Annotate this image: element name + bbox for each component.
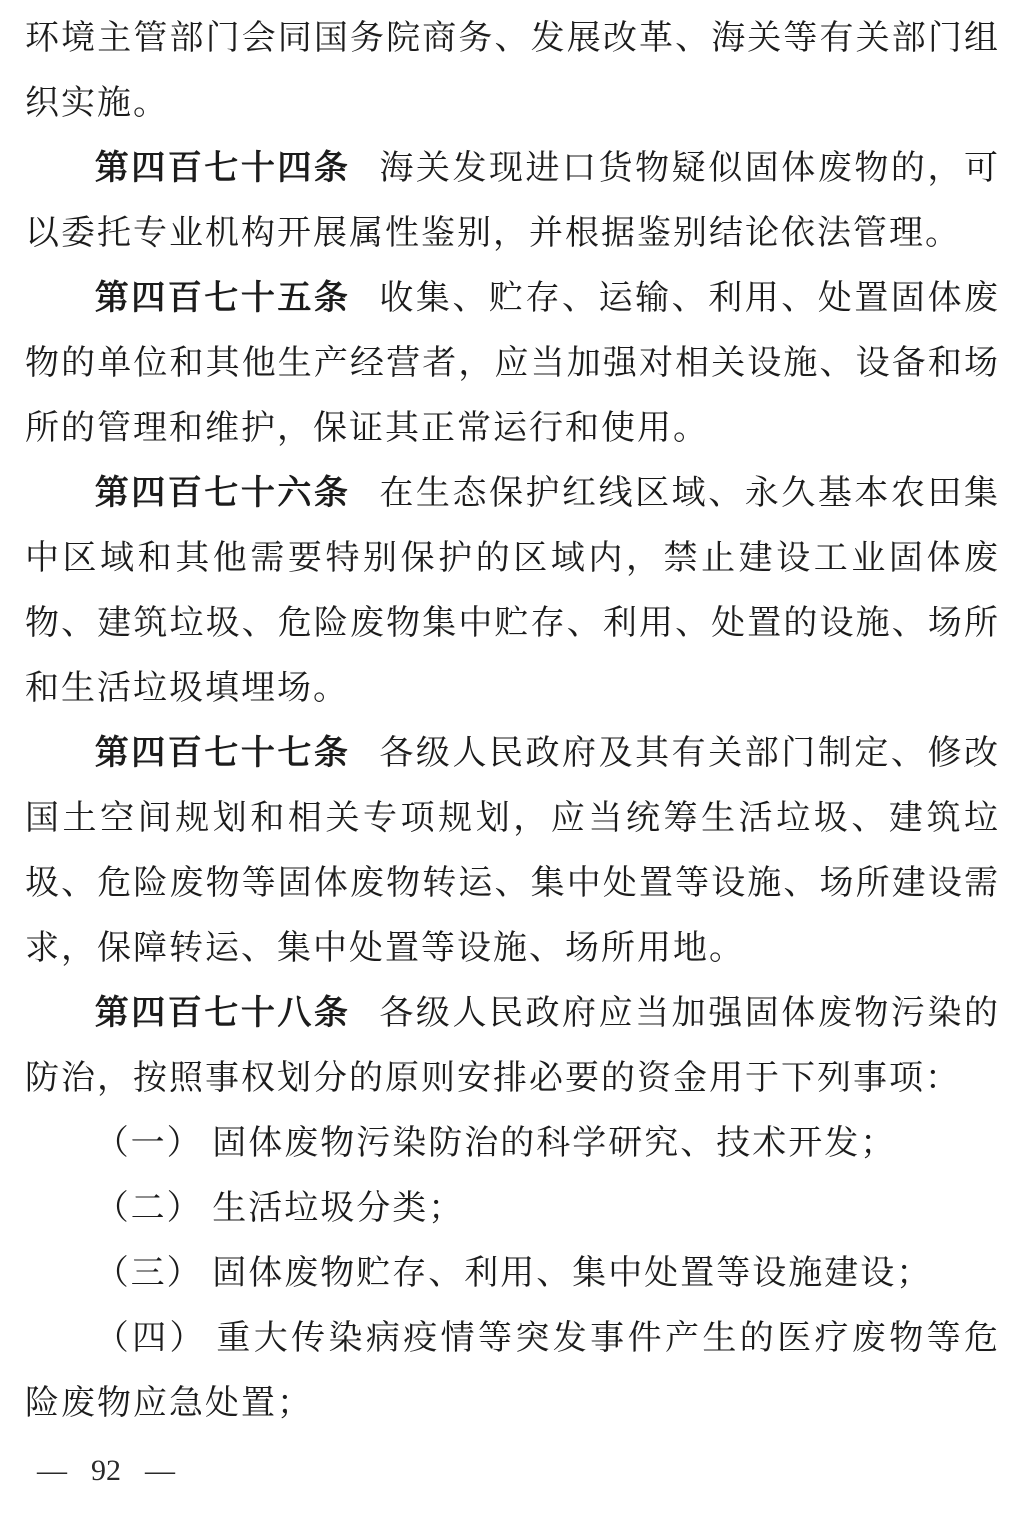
list-item-1 [25, 1111, 1000, 1176]
article-paragraph-475 [25, 266, 1000, 461]
item-text: 生活垃圾分类； [212, 1190, 465, 1227]
page-footer [37, 1454, 1000, 1488]
article-text: 海关发现进口货物疑似固体废物的，可以委托专业机构开展属性鉴别，并根据鉴别结论依法管理。 [25, 150, 1000, 252]
article-text: 在生态保护红线区域、永久基本农田集中区域和其他需要特别保护的区域内，禁止建设工业固体废物、建筑垃圾、危险废物集中贮存、利用、处置的设施、场所和生活垃圾填埋场。 [25, 475, 1000, 707]
article-number: 第四百七十七条 [94, 735, 351, 772]
item-number: （三） [94, 1255, 203, 1292]
paragraph-text: 环境主管部门会同国务院商务、发展改革、海关等有关部门组织实施。 [25, 20, 1000, 122]
article-text: 各级人民政府应当加强固体废物污染的防治，按照事权划分的原则安排必要的资金用于下列事项： [25, 995, 1000, 1097]
item-number: （四） [94, 1320, 207, 1357]
list-item-2 [25, 1176, 1000, 1241]
article-number: 第四百七十四条 [94, 150, 351, 187]
footer-left-dash: — [37, 1454, 67, 1487]
item-number: （一） [94, 1125, 203, 1162]
article-number: 第四百七十六条 [94, 475, 351, 512]
item-text: 重大传染病疫情等突发事件产生的医疗废物等危险废物应急处置； [25, 1320, 1001, 1422]
article-number: 第四百七十五条 [94, 280, 351, 317]
list-item-4 [25, 1306, 1000, 1436]
list-item-3 [25, 1241, 1000, 1306]
page-number: 92 [91, 1454, 121, 1487]
item-text: 固体废物污染防治的科学研究、技术开发； [212, 1125, 897, 1162]
article-text: 收集、贮存、运输、利用、处置固体废物的单位和其他生产经营者，应当加强对相关设施、设备和场所的管理和维护，保证其正常运行和使用。 [25, 280, 1000, 447]
article-paragraph-478 [25, 981, 1000, 1111]
document-body [25, 6, 1000, 1436]
item-text: 固体废物贮存、利用、集中处置等设施建设； [212, 1255, 933, 1292]
article-paragraph-474 [25, 136, 1000, 266]
footer-right-dash: — [145, 1454, 175, 1487]
article-text: 各级人民政府及其有关部门制定、修改国土空间规划和相关专项规划，应当统筹生活垃圾、建筑垃圾、危险废物等固体废物转运、集中处置等设施、场所建设需求，保障转运、集中处置等设施、场所用地。 [25, 735, 1000, 967]
article-paragraph-476 [25, 461, 1000, 721]
article-paragraph-477 [25, 721, 1000, 981]
article-number: 第四百七十八条 [94, 995, 351, 1032]
paragraph-continuation [25, 6, 1000, 136]
item-number: （二） [94, 1190, 203, 1227]
